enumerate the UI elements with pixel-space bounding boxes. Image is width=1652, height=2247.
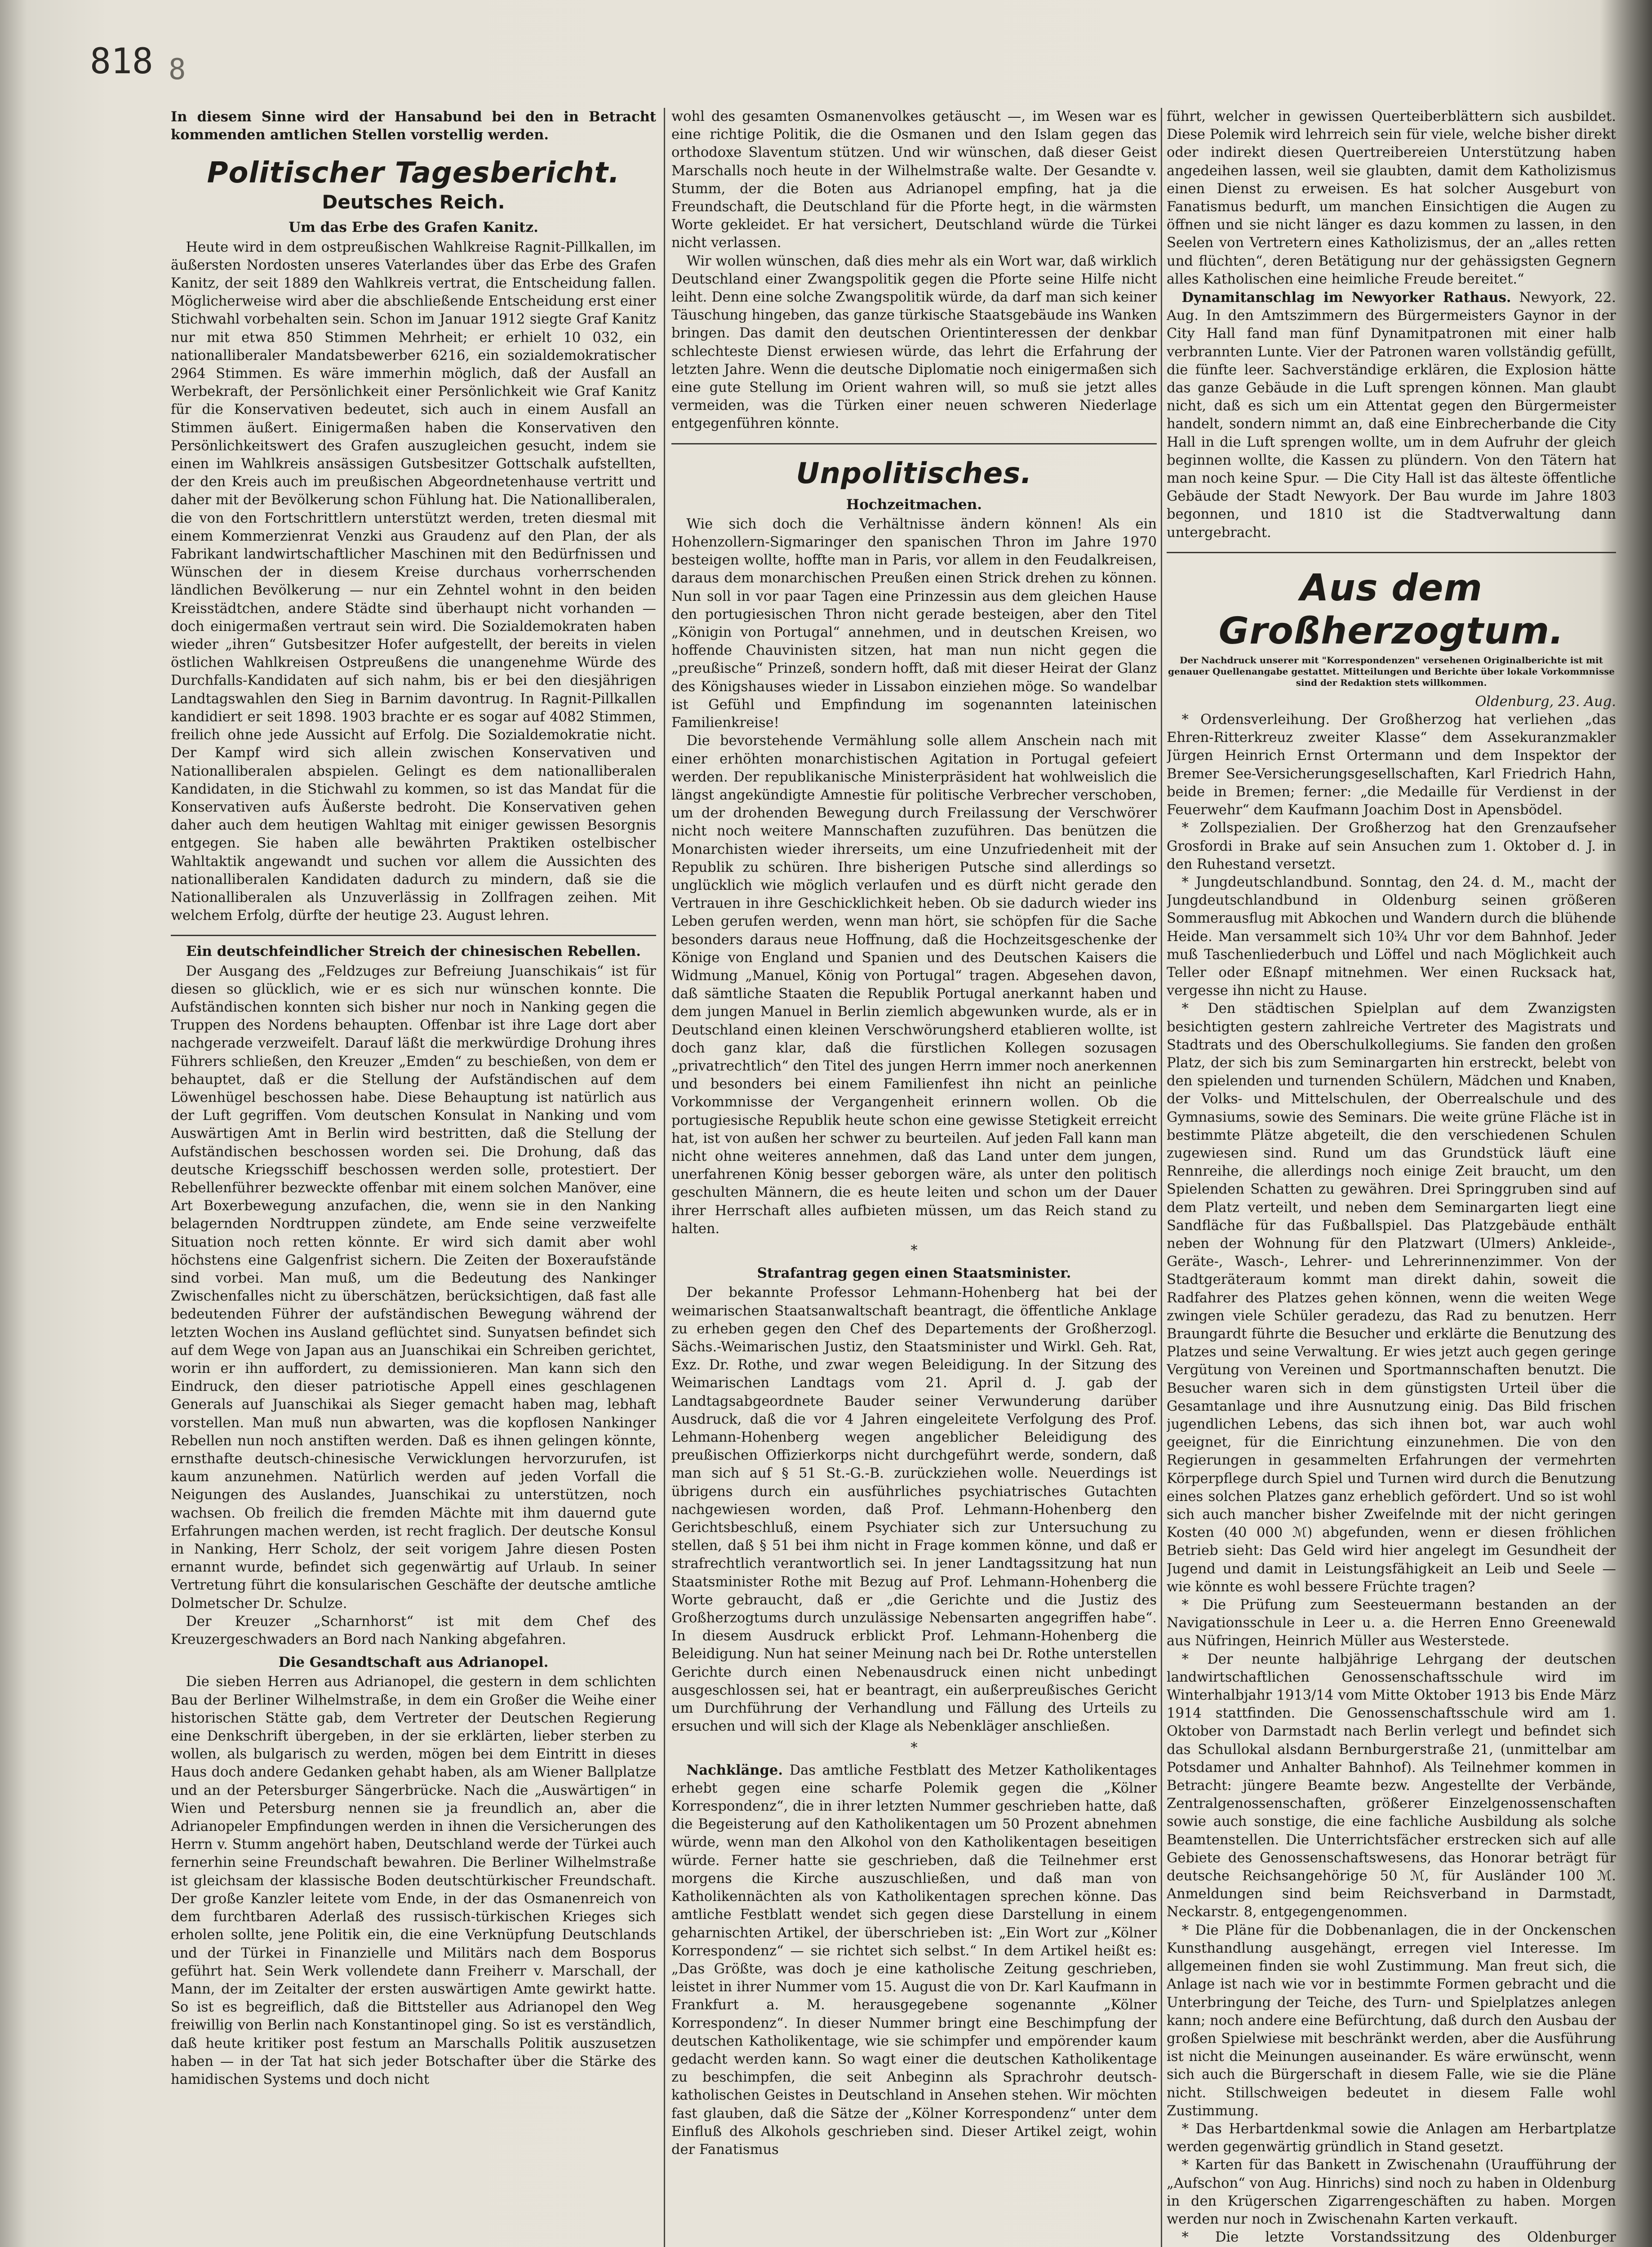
article-title: Hochzeitmachen. — [846, 496, 982, 513]
column-2 — [671, 108, 1157, 2247]
news-item: * Zollspezialien. Der Großherzog hat den Grenzaufseher Grosfordi in Brake auf sein Ansuchen zum 1. Oktober d. J. in den Ruhestand versetzt. — [1167, 820, 1616, 872]
news-item: * Die Prüfung zum Seesteuermann bestanden an der Navigationsschule in Leer u. a. die Herren Enno Greenewald aus Nüfringen, Heinrich Müller aus Westerstede. — [1167, 1597, 1616, 1649]
column-rule-right — [1161, 108, 1162, 2247]
article-text: Newyork, 22. Aug. In den Amtszimmern des Bürgermeisters Gaynor in der City Hall fand man fünf Dynamitpatronen mit einer halb verbrannten Lunte. Vier der Patronen waren vollständig gefüllt, die fünfte leer. Sachverständige erklären, die Explosion hätte das ganze Gebäude in die Luft sprengen können. Man glaubt nicht, daß es sich um ein Attentat gegen den Bürgermeister handelt, sondern nimmt an, daß eine Einbrecherbande die City Hall in die Luft sprengen wollte, um in dem Aufruhr der gleich beginnen wollte, die Kassen zu plündern. Von den Tätern hat man noch keine Spur. — Die City Hall ist das älteste öffentliche Gebäude der Stadt Newyork. Der Bau wurde im Jahre 1803 begonnen, und 1810 ist die Stadtverwaltung dann untergebracht. — [1167, 290, 1616, 541]
article-paragraph — [671, 1761, 1157, 2159]
news-item: * Jungdeutschlandbund. Sonntag, den 24. d. M., macht der Jungdeutschlandbund in Oldenburg seinen größeren Sommerausflug mit Abkochen und Wandern durch die blühende Heide. Man versammelt sich 10¾ Uhr vor dem Bahnhof. Jeder muß Taschenliederbuch und Löffel und nach Möglichkeit auch Teller oder Eßnapf mitnehmen. Wer einen Rucksack hat, vergesse ihn nicht zu Hause. — [1167, 874, 1616, 999]
article-paragraph: führt, welcher in gewissen Querteiberblättern sich ausbildet. Diese Polemik wird lehrreich sein für viele, welche bisher direkt oder indirekt diesen Quertreibereien Unterstützung haben angedeihen lassen, weil sie glaubten, damit dem Katholizismus einen Dienst zu erweisen. Es hat solcher Ausgeburt von Fanatismus bedurft, um manchen Einsichtigen die Augen zu öffnen und sie nicht länger es dazu kommen zu lassen, in den Seelen von Vertretern eines Katholizismus, der an „alles retten und flüchten“, deren Betätigung nur der gehässigsten Gegnern alles Katholischen eine heimliche Freude bereitet.“ — [1167, 109, 1616, 287]
column-3 — [1167, 108, 1616, 2247]
section-subtitle-deutsches-reich: Deutsches Reich. — [322, 191, 505, 213]
article-title: Die Gesandtschaft aus Adrianopel. — [278, 1654, 549, 1671]
article-title: Ein deutschfeindlicher Streich der chinesischen Rebellen. — [186, 943, 641, 960]
news-item: * Die letzte Vorstandssitzung des Oldenburger — [1181, 2229, 1616, 2246]
reprint-notice: Der Nachdruck unserer mit "Korrespondenzen" versehenen Originalberichte ist mit genauer Quellenangabe gestattet. Mitteilungen und Berichte über lokale Vorkommnisse sind der Redaktion stets willkommen. — [1168, 654, 1615, 688]
page-number-ghost: 8 — [169, 53, 186, 86]
column-1 — [171, 108, 656, 2247]
article-lead: Nachklänge. — [686, 1762, 783, 1778]
article-paragraph: Die bevorstehende Vermählung solle allem Anschein nach mit einer erhöhten monarchistischen Agitation in Portugal gefeiert werden. Der republikanische Ministerpräsident hat wohlweislich die längst angekündigte Amnestie für politische Verbrecher verschoben, um der drohenden Bewegung durch Freilassung der Verschwörer nicht noch weitere Mannschaften zuzuführen. Das benützen die Monarchisten wieder ihrerseits, um eine Unzufriedenheit mit der Republik zu schüren. Ihre bisherigen Putsche sind allerdings so unglücklich wie möglich verlaufen und es dürft nicht gerade den Vertrauen in ihre Geschicklichkeit heben. Ob sie dadurch wieder ins Leben gerufen werden, wenn man hört, sie schöpfen für die Sache besonders daraus neue Hoffnung, daß die Hochzeitsgeschenke der Könige von England und Spanien und des Deutschen Kaisers die Widmung „Manuel, König von Portugal“ tragen. Abgesehen davon, daß sämtliche Staaten die Republik Portugal anerkannt haben und dem jungen Manuel in Berlin ziemlich abgewunken wurde, als er in Deutschland einen kleinen Verschwörungsherd etablieren wollte, ist doch ganz klar, daß die fürstlichen Kollegen sozusagen „privatrechtlich“ den Titel des jungen Herrn immer noch anerkennen und besonders bei einem Familienfest ihn nicht an peinliche Vorkommnisse der Vergangenheit erinnern wollen. Ob die portugiesische Republik heute schon eine gewisse Stetigkeit erreicht hat, ist von außen her schwer zu beurteilen. Auf jeden Fall kann man nicht ohne weiteres annehmen, daß das Land unter dem jungen, unerfahrenen König besser geborgen wäre, als unter den politisch geschulten Männern, die es heute leiten und schon um der Dauer ihrer Herrschaft alles aufbieten müssen, um das Reich stand zu halten. — [671, 733, 1157, 1237]
article-paragraph: Die sieben Herren aus Adrianopel, die gestern in dem schlichten Bau der Berliner Wilhelmstraße, in dem ein Großer die Weihe einer historischen Stätte gab, dem Vertreter der Deutschen Regierung eine Denkschrift übergeben, in der sie erklärten, lieber sterben zu wollen, als bulgarisch zu werden, mögen bei dem Eintritt in dieses Haus doch andere Gedanken gehabt haben, als am Wiener Ballplatze und an der Petersburger Sängerbrücke. Nach die „Auswärtigen“ in Wien und Petersburg nennen sie ja freundlich an, aber die Adrianopeler Empfindungen werden in ihnen die Versicherungen des Herrn v. Stumm angehört haben, Deutschland werde der Türkei auch fernerhin seine Freundschaft bewahren. Die Berliner Wilhelmstraße ist gleichsam der klassische Boden deutschtürkischer Freundschaft. Der große Kanzler leitete vom Ende, in der das Osmanenreich von dem furchtbaren Aderlaß des russisch-türkischen Krieges sich erholen sollte, jene Politik ein, die eine Verknüpfung Deutschlands und der Türkei in Finanzielle und Militärs nach dem Bosporus geführt hat. Sein Werk vollendete dann Freiherr v. Marschall, der Mann, der im Zeitalter der ersten auswärtigen Amte gewirkt hatte. So ist es begreiflich, daß die Bittsteller aus Adrianopel den Weg freiwillig von Berlin nach Konstantinopel ging. So ist es verständlich, daß heute kritiker post festum an Marschalls Politik auszusetzen haben — in der Tat hat sich jeder Botschafter über die Stärke des hamidischen Systems und doch nicht — [171, 1674, 656, 2087]
article-paragraph: Heute wird in dem ostpreußischen Wahlkreise Ragnit-Pillkallen, im äußersten Nordosten unseres Vaterlandes über das Erbe des Grafen Kanitz, der seit 1889 den Wahlkreis vertrat, die Entscheidung fallen. Möglicherweise wird aber die abschließende Entscheidung erst einer Stichwahl vorbehalten sein. Schon im Januar 1912 siegte Graf Kanitz nur mit etwa 850 Stimmen Mehrheit; er erhielt 10 032, ein nationalliberaler Mandatsbewerber 6216, ein sozialdemokratischer 2964 Stimmen. Es wäre immerhin möglich, daß der Ausfall an Werbekraft, der Persönlichkeit einer Persönlichkeit wie Graf Kanitz für die Konservativen bedeutet, sich auch in einem Ausfall an Stimmen äußert. Einigermaßen haben die Konservativen den Persönlichkeitswert des Grafen auszugleichen gesucht, indem sie einen im Wahlkreis ansässigen Gutsbesitzer Gottschalk aufstellten, der den Kreis auch im preußischen Abgeordnetenhause vertritt und daher mit der Bevölkerung schon Fühlung hat. Die Nationalliberalen, die von den Fortschrittlern unterstützt werden, treten diesmal mit einem Kommerzienrat Venzki aus Graudenz auf den Plan, der als Fabrikant landwirtschaftlicher Maschinen mit den Bedürfnissen und Wünschen der in diesem Kreise durchaus vorherrschenden ländlichen Bevölkerung — nur ein Zehntel wohnt in den beiden Kreisstädtchen, andere Städte sind überhaupt nicht vorhanden — doch einigermaßen vertraut sein wird. Die Sozialdemokraten haben wieder „ihren“ Gutsbesitzer Hofer aufgestellt, der bereits in vielen östlichen Wahlkreisen Ostpreußens die unangenehme Würde des Durchfalls-Kandidaten auf sich nahm, bis er bei den diesjährigen Landtagswahlen den Sieg in Barnim davontrug. In Ragnit-Pillkallen kandidiert er seit 1898. 1903 brachte er es sogar auf 4082 Stimmen, freilich ohne jede Aussicht auf Erfolg. Die Sozialdemokratie nicht. Der Kampf wird sich allein zwischen Konservativen und Nationalliberalen abspielen. Gelingt es dem nationalliberalen Kandidaten, in die Stichwahl zu kommen, so ist das Mandat für die Konservativen aufs Äußerste bedroht. Die Konservativen gehen daher auch dem heutigen Wahltag mit einiger gewissen Besorgnis entgegen. Sie haben alle bewährten Praktiken ostelbischer Wahltaktik angewandt und suchen vor allem die Aussichten des nationalliberalen Kandidaten dadurch zu mindern, daß sie die Nationalliberalen als Unzuverlässig in Zollfragen zeihen. Mit welchem Erfolg, dürfte der heutige 23. August lehren. — [171, 239, 656, 924]
star-separator: * — [910, 1242, 918, 1258]
section-divider — [1167, 552, 1616, 553]
article-paragraph — [1167, 289, 1616, 542]
article-paragraph: Der bekannte Professor Lehmann-Hohenberg hat bei der weimarischen Staatsanwaltschaft beantragt, die öffentliche Anklage zu erheben gegen den Chef des Departements der Großherzogl. Sächs.-Weimarischen Justiz, den Staatsminister und Wirkl. Geh. Rat, Exz. Dr. Rothe, und zwar wegen Beleidigung. In der Sitzung des Weimarischen Landtags vom 21. April d. J. gab der Landtagsabgeordnete Bauder seiner Verwunderung darüber Ausdruck, daß die vor 4 Jahren eingeleitete Verfolgung des Prof. Lehmann-Hohenberg wegen angeblicher Beleidigung des preußischen Offizierkorps nicht durchgeführt werde, sondern, daß man sich auf § 51 St.-G.-B. zurückziehen wolle. Neuerdings ist übrigens durch ein ausführliches psychiatrisches Gutachten nachgewiesen worden, daß Prof. Lehmann-Hohenberg den Gerichtsbeschluß, einem Psychiater sich zur Untersuchung zu stellen, daß § 51 bei ihm nicht in Frage kommen könne, und daß er strafrechtlich verantwortlich sei. In jener Landtagssitzung hat nun Staatsminister Rothe mit Bezug auf Prof. Lehmann-Hohenberg die Worte gebraucht, daß er „die Gerichte und die Justiz des Großherzogtums durch unzulässige Nebensarten angegriffen habe“. In diesem Ausdruck erblickt Prof. Lehmann-Hohenberg die Beleidigung. Nun hat seiner Meinung nach bei Dr. Rothe unterstellen Gerichte durch einen Nebenausdruck einen nicht unbedingt ausgeschlossen sei, hat er beantragt, ein außerpreußisches Gericht um Durchführung der Verhandlung und Fällung des Urteils zu ersuchen und will sich der Klage als Nebenkläger anschließen. — [671, 1285, 1157, 1735]
star-separator: * — [910, 1740, 918, 1756]
article-paragraph: Der Kreuzer „Scharnhorst“ ist mit dem Chef des Kreuzergeschwaders an Bord nach Nanking abgefahren. — [171, 1613, 656, 1648]
news-item: * Ordensverleihung. Der Großherzog hat verliehen „das Ehren-Ritterkreuz zweiter Klasse“ dem Assekuranzmakler Jürgen Heinrich Ernst Ortermann und dem Inspektor der Bremer See-Versicherungsgesellschaften, Karl Friedrich Hahn, beide in Bremen; ferner: „die Medaille für Verdienst in der Feuerwehr“ dem Kaufmann Joachim Dost in Apensbödel. — [1167, 712, 1616, 818]
news-item: * Karten für das Bankett in Zwischenahn (Uraufführung der „Aufschon“ von Aug. Hinrichs) sind noch zu haben in Oldenburg in den Krügerschen Zigarrengeschäften zu haben. Morgen werden nur noch in Zwischenahn Karten verkauft. — [1167, 2157, 1616, 2227]
article-paragraph: wohl des gesamten Osmanenvolkes getäuscht —, im Wesen war es eine richtige Politik, die die Osmanen und den Islam gegen das orthodoxe Slaventum stützen. Und wir wünschen, daß dieser Geist Marschalls noch heute in der Wilhelmstraße walte. Der Gesandte v. Stumm, der die Boten aus Adrianopel empfing, hat ja die Freundschaft, die Deutschland für die Pforte hegt, in die wärmsten Worte gekleidet. Er hat versichert, Deutschland würde die Türkei nicht verlassen. — [671, 109, 1157, 251]
section-title-unpolitisches: Unpolitisches. — [796, 457, 1032, 490]
article-text: Das amtliche Festblatt des Metzer Katholikentages erhebt gegen eine scharfe Polemik gegen die „Kölner Korrespondenz“, die in ihrer letzten Nummer geschrieben hatte, daß die Begeisterung auf den Katholikentagen um 50 Prozent abnehmen würde, wenn man den Alkohol von den Katholikentagen beseitigen würde. Ferner hatte sie geschrieben, daß die Teilnehmer erst morgens die Kirche auszuschließen, und daß man von Katholikennächten als von Katholikentagen sprechen könne. Das amtliche Festblatt wendet sich gegen diese Darstellung in einem geharnischten Artikel, der überschrieben ist: „Ein Wort zur „Kölner Korrespondenz“ — sie richtet sich selbst.“ In dem Artikel heißt es: „Das Größte, was doch je eine katholische Zeitung geschrieben, leistet in ihrer Nummer vom 15. August die von Dr. Karl Kaufmann in Frankfurt a. M. herausgegebene sogenannte „Kölner Korrespondenz“. In dieser Nummer bringt eine Beschimpfung der deutschen Katholikentage, wie sie schimpfer und empörender kaum gedacht werden kann. So wagt einer die deutschen Katholikentage zu beschimpfen, die seit Anbeginn als Sprachrohr deutsch-katholischen Geistes in Deutschland in Ansehen stehen. Wir möchten fast glauben, daß die Sätze der „Kölner Korrespondenz“ unter dem Einfluß des Alkohols geschrieben sind. Dieser Artikel zeigt, wohin der Fanatismus — [671, 1762, 1157, 2158]
article-title: Strafantrag gegen einen Staatsminister. — [757, 1265, 1071, 1282]
page-number: 818 — [90, 41, 153, 82]
news-item: * Der neunte halbjährige Lehrgang der deutschen landwirtschaftlichen Genossenschaftsschule wird im Winterhalbjahr 1913/14 vom Mitte Oktober 1913 bis Ende März 1914 stattfinden. Die Genossenschaftsschule wird am 1. Oktober von Darmstadt nach Berlin verlegt und befindet sich das Schullokal alsdann Bernburgerstraße 21, (unmittelbar am Potsdamer und Anhalter Bahnhof). Als Teilnehmer kommen in Betracht: jüngere Beamte bezw. Angestellte der Verbände, Zentralgenossenschaften, größerer Einzelgenossenschaften sowie auch sonstige, die eine fachliche Ausbildung als solche Beamtenstellen. Die Unterrichtsfächer erstrecken sich auf alle Gebiete des Genossenschaftswesens, das Honorar beträgt für deutsche Reichsangehörige 50 ℳ, für Ausländer 100 ℳ. Anmeldungen sind beim Reichsverband in Darmstadt, Neckarstr. 8, entgegengenommen. — [1167, 1651, 1616, 1920]
column-rule-left — [664, 108, 665, 2247]
article-title: Um das Erbe des Grafen Kanitz. — [289, 219, 538, 236]
section-title-politischer-tagesbericht: Politischer Tagesbericht. — [207, 156, 620, 190]
article-paragraph: Wir wollen wünschen, daß dies mehr als ein Wort war, daß wirklich Deutschland einer Zwangspolitik gegen die Pforte seine Hilfe nicht leiht. Denn eine solche Zwangspolitik würde, da darf man sich keiner Täuschung hingeben, das ganze türkische Staatsgebäude ins Wanken bringen. Das damit den deutschen Orientinteressen der denkbar schlechteste Dienst erwiesen würde, das lehrt die Erfahrung der letzten Jahre. Wenn die deutsche Diplomatie noch einigermaßen sich eine gute Stellung im Orient wahren will, so muß sie jetzt alles vermeiden, was die Türken einer neuen schweren Niederlage entgegenführen könnte. — [671, 253, 1157, 432]
news-item: * Den städtischen Spielplan auf dem Zwanzigsten besichtigten gestern zahlreiche Vertreter des Magistrats und Stadtrats und des Oberschulkollegiums. Sie fanden den großen Platz, der sich bis zum Seminargarten hin erstreckt, belebt von den spielenden und turnenden Schülern, Mädchen und Knaben, der Volks- und Mittelschulen, der Oberrealschule und des Gymnasiums, sowie des Seminars. Die weite grüne Fläche ist in bestimmte Plätze abgeteilt, die den verschiedenen Schulen zugewiesen sind. Rund um das Grundstück läuft eine Rennreihe, die allerdings noch einige Zeit braucht, um den Spielenden Schatten zu gewähren. Drei Springgruben sind auf dem Platz verteilt, und neben dem Seminargarten liegt eine Sandfläche für das Fußballspiel. Das Platzgebäude enthält neben der Wohnung für den Platzwart (Ulmers) Ankleide-, Geräte-, Wasch-, Lehrer- und Lehrerinnenzimmer. Von der Stadtgeräteraum kommt man direkt dahin, soweit die Radfahrer des Platzes gehen können, wenn die weiten Wege zwingen viele Schüler geradezu, das Rad zu benutzen. Herr Braungardt führte die Besucher und erklärte die Benutzung des Platzes und seine Verwaltung. Er wies jetzt auch gegen geringe Vergütung von Vereinen und Sportmannschaften benutzt. Die Besucher waren sich in dem günstigsten Urteil über die Gesamtanlage und ihre Ausnutzung einig. Das Bild frischen jugendlichen Lebens, das sich ihnen bot, war auch wohl geeignet, für die Einrichtung einzunehmen. Die von den Regierungen in gesammelten Erfahrungen der vermehrten Körperpflege durch Spiel und Turnen wird durch die Benutzung eines solchen Platzes ganz erheblich gefördert. Und so ist wohl sich auch mancher bisher Zweifelnde mit der nicht geringen Kosten (40 000 ℳ) abgefunden, wenn er diesen fröhlichen Betrieb sieht: Das Geld wird hier angelegt im Gesundheit der Jugend und damit in Leistungsfähigkeit an Leib und Seele — wie könnte es wohl bessere Früchte tragen? — [1167, 1001, 1616, 1595]
intro-paragraph: In diesem Sinne wird der Hansabund bei den in Betracht kommenden amtlichen Stellen vorstellig werden. — [171, 109, 656, 143]
section-divider — [171, 935, 656, 936]
article-lead: Dynamitanschlag im Newyorker Rathaus. — [1181, 289, 1511, 306]
dateline: Oldenburg, 23. Aug. — [1475, 693, 1616, 710]
news-item: * Das Herbartdenkmal sowie die Anlagen am Herbartplatze werden gegenwärtig gründlich in Stand gesetzt. — [1167, 2121, 1616, 2155]
article-paragraph: Der Ausgang des „Feldzuges zur Befreiung Juanschikais“ ist für diesen so glücklich, wie er es sich nur wünschen konnte. Die Aufständischen konnten sich bisher nur noch in Nanking gegen die Truppen des Nordens behaupten. Offenbar ist ihre Lage dort aber nachgerade verzweifelt. Darauf läßt die merkwürdige Drohung ihres Führers schließen, den Kreuzer „Emden“ zu beschießen, von dem er behauptet, daß er die Stellung der Aufständischen auf dem Löwenhügel beschossen habe. Diese Behauptung ist natürlich aus der Luft gegriffen. Vom deutschen Konsulat in Nanking und vom Auswärtigen Amt in Berlin wird bestritten, daß die Stellung der Aufständischen beschossen worden sei. Die Drohung, daß das deutsche Kriegsschiff beschossen werden solle, protestiert. Der Rebellenführer bezweckte offenbar mit einem solchen Manöver, eine Art Boxerbewegung anzufachen, die, wenn sie in den Nanking belagernden Nordtruppen zündete, am Ende seine verzweifelte Situation noch retten könnte. Er wird sich damit aber wohl höchstens eine Galgenfrist sichern. Die Zeiten der Boxeraufstände sind vorbei. Man muß, um die Bedeutung des Nankinger Zwischenfalles nicht zu überschätzen, berücksichtigen, daß fast alle bedeutenden Führer der aufständischen Bewegung während der letzten Wochen ins Ausland geflüchtet sind. Sunyatsen befindet sich auf dem Wege von Japan aus an Juanschikai ein Schreiben gerichtet, worin er ihn auffordert, zu demissionieren. Man kann sich den Eindruck, den dieser patriotische Appell eines geschlagenen Generals auf Juanschikai als Sieger gemacht haben mag, lebhaft vorstellen. Man muß nun abwarten, was die kopflosen Nankinger Rebellen nun noch anstiften werden. Daß es ihnen gelingen könnte, ernsthafte deutsch-chinesische Verwicklungen hervorzurufen, ist kaum anzunehmen. Natürlich werden auf jeden Vorfall die Neigungen des Auslandes, Juanschikai zu unterstützen, noch wachsen. Ob freilich die fremden Mächte mit ihm dauernd gute Erfahrungen machen werden, ist recht fraglich. Der deutsche Konsul in Nanking, Herr Scholz, der seit vorigem Jahre diesen Posten ernannt wurde, befindet sich gegenwärtig auf Urlaub. In seiner Vertretung führt die konsularischen Geschäfte der deutsche amtliche Dolmetscher Dr. Schulze. — [171, 963, 656, 1612]
section-divider — [671, 443, 1157, 444]
news-item: * Die Pläne für die Dobbenanlagen, die in der Onckenschen Kunsthandlung ausgehängt, erregen viel Interesse. Im allgemeinen finden sie wohl Zustimmung. Man freut sich, die Anlage ist nach wie vor in bestimmte Formen gebracht und die Unterbringung der Teiche, des Turn- und Spielplatzes anlegen kann; noch andere eine Befürchtung, daß durch den Ausbau der großen Spielwiese mit beschränkt werden, aber die Ausführung ist nicht die Meinungen auseinander. Es wäre erwünscht, wenn sich auch die Bürgerschaft in diesem Falle, wie sie die Pläne nicht. Stillschweigen bedeutet in diesem Falle wohl Zustimmung. — [1167, 1922, 1616, 2119]
article-paragraph: Wie sich doch die Verhältnisse ändern können! Als ein Hohenzollern-Sigmaringer den spanischen Thron im Jahre 1970 besteigen wollte, hoffte man in Paris, vor allem in den Feudalkreisen, daraus dem monarchischen Preußen einen Strick drehen zu können. Nun soll in vor paar Tagen eine Prinzessin aus dem gleichen Hause den portugiesischen Thron nicht gerade besteigen, aber den Titel „Königin von Portugal“ annehmen, und in deutschen Kreisen, wo hoffende Chauvinisten sitzen, hat man nun nicht gegen die „preußische“ Prinzeß, sondern hofft, daß mit dieser Heirat der Glanz des Königshauses wieder in Lissabon einziehen möge. So wandelbar ist Gefühl und Empfindung im sogenannten lateinischen Familienkreise! — [671, 516, 1157, 731]
section-title-aus-dem-grossherzogtum: Aus dem Großherzogtum. — [1218, 566, 1564, 653]
